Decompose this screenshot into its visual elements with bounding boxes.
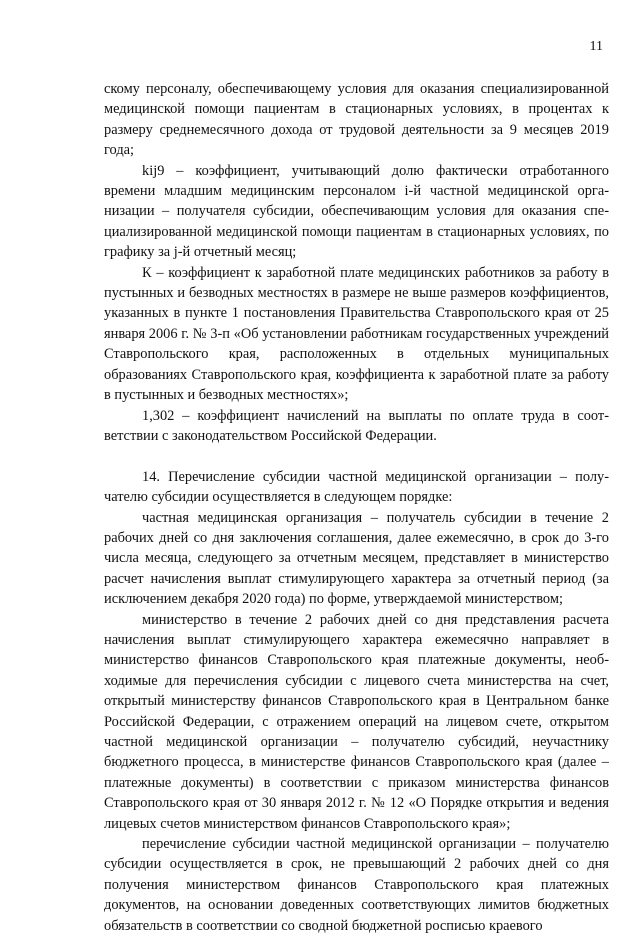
paragraph: частная медицинская организация – получатель субсидии в течение 2 рабочих дней со дня заключения соглашения, далее ежемесячно, в срок до 3-го числа месяца, следующего за отчетным месяцем, представляет в министерство расчет начисления выплат стимулирующего характера за отчетный период (за исключением декабря 2020 года) по форме, утверждаемой министерством; xyxy=(104,509,609,608)
page-number: 11 xyxy=(589,39,603,54)
paragraph: kij9 – коэффициент, учитывающий долю фактически отработанного времени младшим медицинским персоналом i-й частной медицинской организации – получателя субсидии, обеспечивающим условия для оказания специализированной медицинской помощи пациентам в стационарных условиях, по графику за j-й отчетный месяц; xyxy=(104,162,609,261)
paragraph: 1,302 – коэффициент начислений на выплаты по оплате труда в соответствии с законодательством Российской Федерации. xyxy=(104,407,609,444)
paragraph: К – коэффициент к заработной плате медицинских работников за работу в пустынных и безводных местностях в размере не выше размеров коэффициентов, указанных в пункте 1 постановления Правительства Ставропольского края от 25 января 2006 г. № 3-п «Об установлении работникам государственных учреждений Ставропольского края, расположенных в отдельных муниципальных образованиях Ставропольского края, коэффициента к заработной плате за работу в пустынных и безводных местностях»; xyxy=(104,264,609,404)
paragraph: перечисление субсидии частной медицинской организации – получателю субсидии осуществляется в срок, не превышающий 2 рабочих дней со дня получения министерством финансов Ставропольского края платежных документов, на основании доведенных соответствующих лимитов бюджетных обязательств в соответствии со сводной бюджетной росписью краевого xyxy=(104,836,609,934)
document-body xyxy=(104,79,609,936)
paragraph: скому персоналу, обеспечивающему условия для оказания специализированной медицинской помощи пациентам в стационарных условиях, в процентах к размеру среднемесячного дохода от трудовой деятельности за 9 месяцев 2019 года; xyxy=(104,81,609,159)
paragraph: 14. Перечисление субсидии частной медицинской организации – получателю субсидии осуществляется в следующем порядке: xyxy=(104,468,609,506)
paragraph: министерство в течение 2 рабочих дней со дня представления расчета начисления выплат стимулирующего характера ежемесячно направляет в министерство финансов Ставропольского края платежные документы, необходимые для перечисления субсидии с лицевого счета министерства на счет, открытый министерству финансов Ставропольского края в Центральном банке Российской Федерации, с отражением операций на лицевом счете, открытом частной медицинской организации – получателю субсидий, неучастнику бюджетного процесса, в министерстве финансов Ставропольского края (далее – платежные документы) в соответствии с приказом министерства финансов Ставропольского края от 30 января 2012 г. № 12 «О Порядке открытия и ведения лицевых счетов министерством финансов Ставропольского края»; xyxy=(104,611,609,832)
